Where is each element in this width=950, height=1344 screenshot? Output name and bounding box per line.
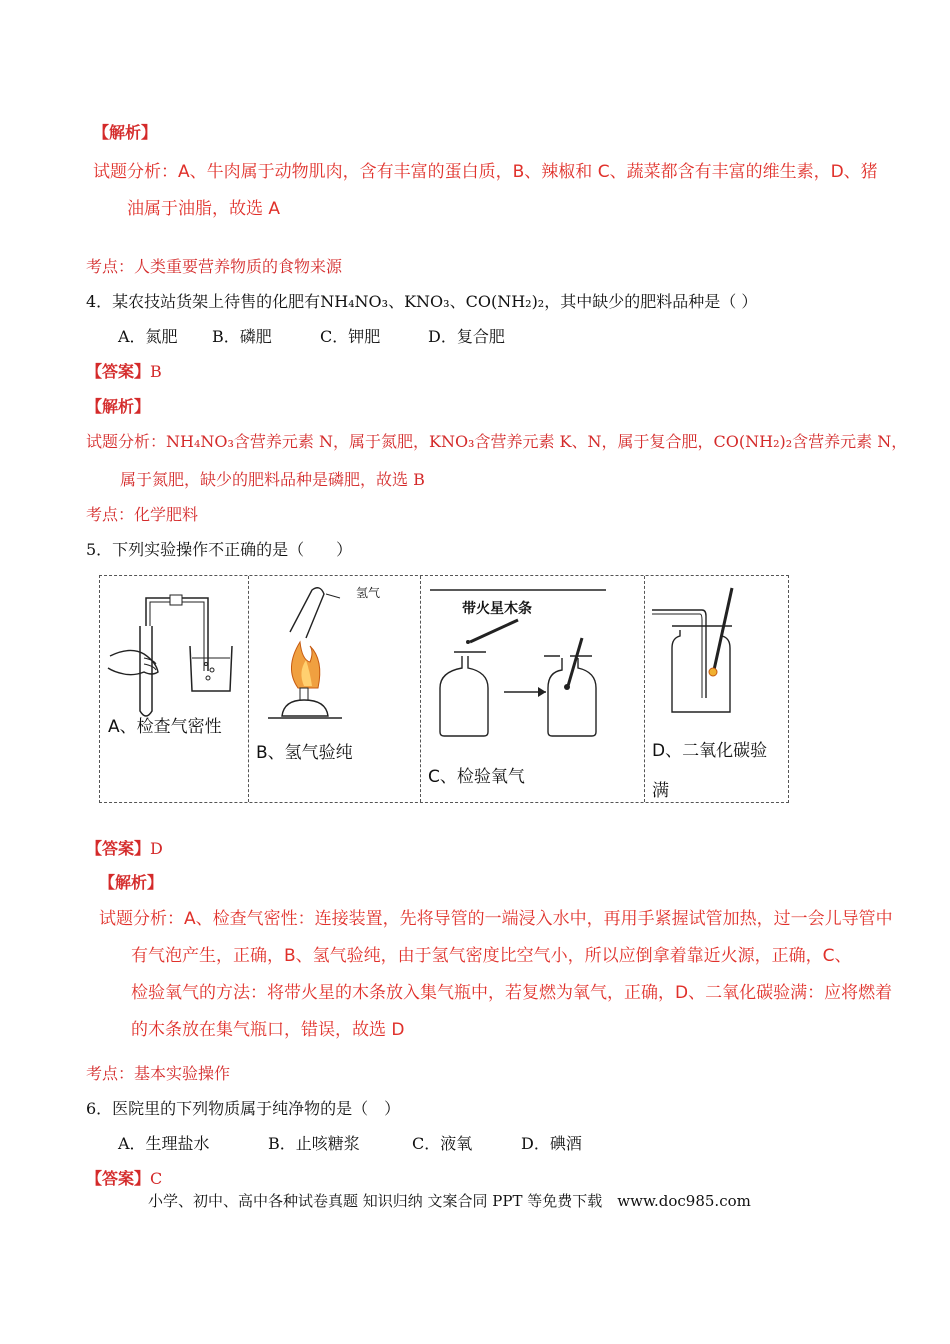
page-footer: 小学、初中、高中各种试卷真题 知识归纳 文案合同 PPT 等免费下载 www.doc985.com (148, 1192, 751, 1210)
q4-stem-nh4no3: NH₄NO₃ (320, 292, 389, 311)
q4-stem-kno3: 、KNO₃ (388, 292, 450, 311)
q5-analysis-line1: 试题分析：A、检查气密性：连接装置，先将导管的一端浸入水中，再用手紧握试管加热，过一会儿导管中 (99, 909, 893, 929)
panel-c-label: C、检验氧气 (428, 767, 525, 787)
q4-analysis-line2: 属于氮肥，缺少的肥料品种是磷肥，故选 B (120, 470, 425, 489)
q6-option-a: A．生理盐水 (118, 1134, 210, 1153)
q4-option-d: D．复合肥 (428, 327, 505, 346)
panel-a-label: A、检查气密性 (108, 717, 222, 737)
q4-answer (86, 361, 162, 383)
airtightness-apparatus (100, 576, 248, 802)
q5-answer-value: D (150, 839, 163, 858)
q6-option-b: B．止咳糖浆 (268, 1134, 360, 1153)
q5-answer (86, 838, 163, 860)
q4-kaodian: 考点：化学肥料 (86, 505, 199, 524)
panel-oxygen-test (420, 576, 644, 802)
panel-hydrogen-purity (248, 576, 420, 802)
q6-answer-value: C (150, 1169, 163, 1188)
q3-analysis-line2: 油属于油脂，故选 A (127, 199, 281, 219)
panel-d-label-line2: 满 (652, 781, 669, 801)
q3-analysis-tag: 【解析】 (93, 123, 158, 142)
panel-b-label: B、氢气验纯 (256, 743, 353, 763)
hydrogen-test-apparatus (248, 576, 420, 802)
q5-analysis-line3: 检验氧气的方法：将带火星的木条放入集气瓶中，若复燃为氧气，正确，D、二氧化碳验满：应将燃着 (131, 983, 893, 1003)
q6-stem: 6．医院里的下列物质属于纯净物的是（ ） (86, 1099, 401, 1118)
panel-d-label-line1: D、二氧化碳验 (652, 741, 768, 761)
q5-analysis-tag: 【解析】 (99, 873, 164, 892)
q4-analysis-line1: 试题分析：NH₄NO₃含营养元素 N，属于氮肥，KNO₃含营养元素 K、N，属于复合肥，CO(NH₂)₂含营养元素 N， (86, 432, 908, 451)
q4-stem-pre: 4．某农技站货架上待售的化肥有 (86, 292, 321, 311)
q4-stem-post: ，其中缺少的肥料品种是（ ） (544, 292, 758, 311)
q6-answer-tag: 【答案】 (86, 1169, 151, 1188)
q4-stem (86, 291, 757, 313)
q5-analysis-line4: 的木条放在集气瓶口，错误，故选 D (131, 1020, 405, 1040)
q4-answer-tag: 【答案】 (86, 362, 151, 381)
q4-stem-urea: 、CO(NH₂)₂ (449, 292, 545, 311)
q3-kaodian: 考点：人类重要营养物质的食物来源 (86, 257, 343, 276)
panel-co2-full-test (644, 576, 790, 802)
q4-option-c: C．钾肥 (320, 327, 381, 346)
panel-airtightness (100, 576, 248, 802)
q5-analysis-line2: 有气泡产生，正确，B、氢气验纯，由于氢气密度比空气小，所以应倒拿着靠近火源，正确，C、 (131, 946, 852, 966)
q4-option-b: B．磷肥 (212, 327, 272, 346)
q5-answer-tag: 【答案】 (86, 839, 151, 858)
q3-analysis-line1: 试题分析：A、牛肉属于动物肌肉，含有丰富的蛋白质，B、辣椒和 C、蔬菜都含有丰富的维生素，D、猪 (93, 162, 878, 182)
q4-analysis-tag: 【解析】 (86, 397, 151, 416)
splint-title-label: 带火星木条 (462, 601, 532, 617)
q6-answer (86, 1168, 162, 1190)
q6-option-c: C．液氧 (412, 1134, 473, 1153)
hydrogen-gas-label: 氢气 (356, 586, 381, 600)
q6-option-d: D．碘酒 (521, 1134, 582, 1153)
q4-answer-value: B (150, 362, 162, 381)
q5-figure (99, 575, 789, 803)
q4-option-a: A．氮肥 (118, 327, 178, 346)
co2-test-apparatus (644, 576, 790, 802)
q5-stem: 5．下列实验操作不正确的是（ ） (86, 540, 353, 559)
q5-kaodian: 考点：基本实验操作 (86, 1064, 231, 1083)
